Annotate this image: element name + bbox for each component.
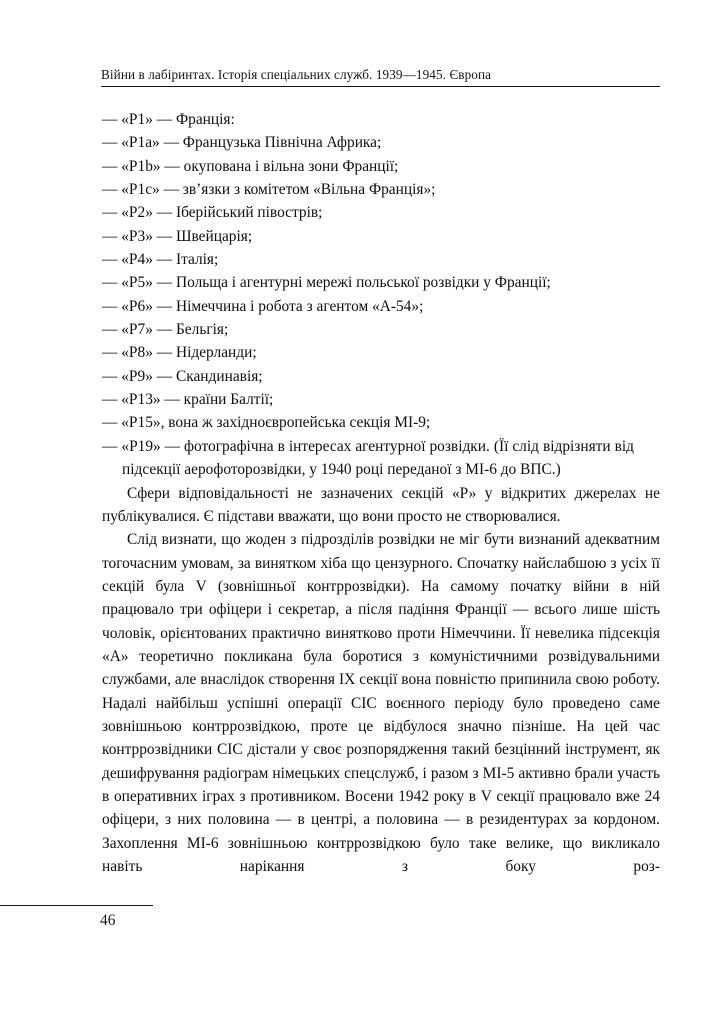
body-paragraphs [102, 482, 660, 902]
section-list-item: — «Р2» — Іберійський півострів; [102, 204, 323, 222]
section-list-item: — «Р13» — країни Балтії; [102, 391, 274, 409]
section-list-item: — «Р15», вона ж західноєвропейська секція МІ-9; [102, 414, 431, 432]
sections-list [102, 108, 660, 482]
page-footer [0, 905, 160, 931]
body-paragraph: Сфери відповідальності не зазначених секцій «Р» у відкритих джерелах не публікувалися. Є підстави вважати, що вони просто не створювалися. [102, 484, 660, 525]
body-paragraph: Слід визнати, що жоден з підрозділів розвідки не міг бути визнаний адекватним тогочасним умовам, за винятком хіба що цензурного. Спочатку найслабшою з усіх її секцій була V (зовнішньої контррозвідки). На самому початку війни в ній працювало три офіцери і секретар, а після падіння Франції — всього лише шість чоловік, орієнтованих практично винятково проти Німеччини. Її невелика підсекція «А» теоретично покликана була боротися з комуністичними розвідувальними службами, але внаслідок створення IX секції вона повністю припинила свою роботу. Надалі найбільш успішні операції СІС воєнного періоду було проведено саме зовнішньою контррозвідкою, проте це відбулося значно пізніше. На цей час контррозвідники СІС дістали у своє розпорядження такий безцінний інструмент, як дешифрування радіограм німецьких спецслужб, і разом з МІ-5 активно брали участь в оперативних іграх з противником. Восени 1942 року в V секції працювало вже 24 офіцери, з них половина — в центрі, а половина — в резидентурах за кордоном. Захоплення МІ-6 зовнішньою контррозвідкою було таке велике, що викликало навіть нарікання з боку роз- [102, 531, 660, 875]
section-list-item: — «Р1а» — Французька Північна Африка; [102, 134, 382, 152]
section-list-item: — «Р5» — Польща і агентурні мережі польської розвідки у Франції; [102, 274, 551, 292]
section-list-item: — «Р1с» — зв’язки з комітетом «Вільна Франція»; [102, 181, 436, 199]
section-list-item: — «Р1» — Франція: [102, 111, 235, 128]
section-list-item: — «Р19» — фотографічна в інтересах агентурної розвідки. (Її слід відрізняти від підсекції аерофоторозвідки, у 1940 році переданої з МІ-6 до ВПС.) [102, 437, 634, 479]
footer-divider [0, 905, 153, 906]
header-divider [101, 86, 660, 87]
section-list-item: — «Р8» — Нідерланди; [102, 344, 257, 362]
page-content [102, 108, 660, 902]
section-list-item: — «Р3» — Швейцарія; [102, 227, 253, 245]
section-list-item: — «Р7» — Бельгія; [102, 321, 229, 339]
section-list-item: — «Р4» — Італія; [102, 251, 219, 269]
section-list-item: — «Р6» — Німеччина і робота з агентом «А-54»; [102, 297, 424, 315]
section-list-item: — «Р9» — Скандинавія; [102, 367, 263, 385]
page-number: 46 [100, 912, 116, 929]
running-head-title: Війни в лабіринтах. Історія спеціальних служб. 1939—1945. Європа [101, 67, 492, 82]
running-head [101, 66, 660, 87]
section-list-item: — «Р1b» — окупована і вільна зони Франції; [102, 157, 399, 175]
